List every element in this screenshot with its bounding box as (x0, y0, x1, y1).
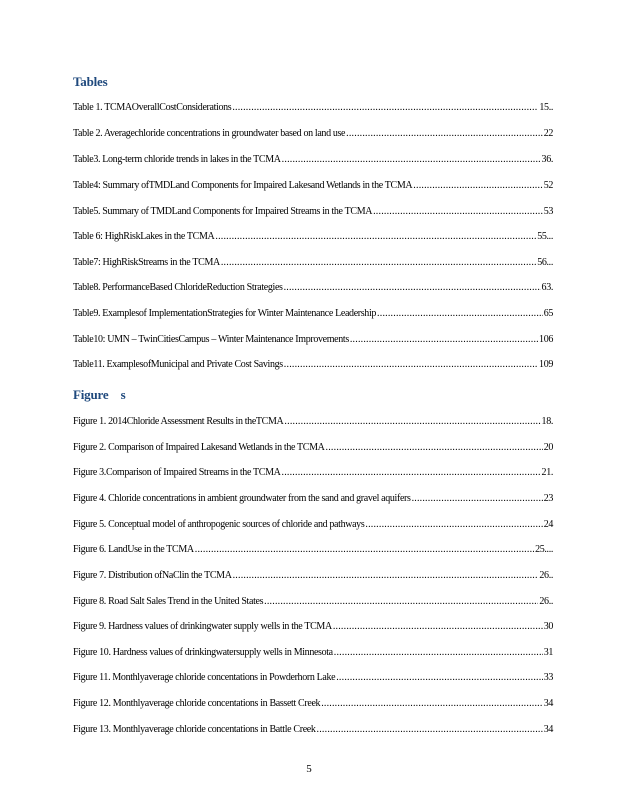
entry-page: 24 (543, 519, 553, 530)
table-entry (73, 280, 553, 294)
entry-page: 106 (539, 334, 553, 345)
figure-entry (73, 517, 553, 531)
entry-page: 55... (537, 231, 553, 242)
figure-entry (73, 440, 553, 454)
table-entry (73, 204, 553, 218)
entry-page: 21. (541, 467, 553, 478)
entry-page: 34 (543, 724, 553, 735)
dot-leader (282, 153, 541, 166)
entry-page: 53 (543, 206, 553, 217)
entry-label: Figure 1. 2014Chloride Assessment Results in theTCMA (73, 416, 284, 427)
entry-page: 22 (543, 128, 553, 139)
figure-entry (73, 696, 553, 710)
entry-label: Figure 8. Road Salt Sales Trend in the United States (73, 596, 264, 607)
dot-leader (221, 256, 536, 269)
entry-label: Table 2. Averagechloride concentrations in groundwater based on land use (73, 128, 346, 139)
dot-leader (317, 723, 543, 736)
entry-label: Figure 6. LandUse in the TCMA (73, 544, 194, 555)
dot-leader (326, 441, 543, 454)
table-entry (73, 126, 553, 140)
table-entry (73, 178, 553, 192)
dot-leader (232, 101, 538, 114)
entry-label: Figure 2. Comparison of Impaired Lakesand Wetlands in the TCMA (73, 442, 325, 453)
entry-page: 56... (537, 257, 553, 268)
dot-leader (333, 620, 543, 633)
dot-leader (282, 466, 541, 479)
entry-label: Table3. Long-term chloride trends in lakes in the TCMA (73, 154, 281, 165)
entry-label: Table11. ExamplesofMunicipal and Private Cost Savings (73, 359, 283, 370)
entry-page: 26.. (539, 570, 553, 581)
entry-label: Table 6: HighRiskLakes in the TCMA (73, 231, 215, 242)
entry-label: Table7: HighRiskStreams in the TCMA (73, 257, 220, 268)
page-number: 5 (306, 763, 312, 775)
entry-page: 65 (543, 308, 553, 319)
figure-entry (73, 594, 553, 608)
entry-label: Table 1. TCMAOverallCostConsiderations (73, 102, 232, 113)
table-entry (73, 357, 553, 371)
entry-label: Table8. PerformanceBased ChlorideReduction Strategies (73, 282, 283, 293)
entry-label: Figure 4. Chloride concentrations in ambient groundwater from the sand and gravel aquifers (73, 493, 411, 504)
dot-leader (334, 646, 543, 659)
entry-page: 26.. (539, 596, 553, 607)
entry-label: Table5. Summary of TMDLand Components for Impaired Streams in the TCMA (73, 206, 373, 217)
figure-entry (73, 670, 553, 684)
dot-leader (215, 230, 536, 243)
dot-leader (346, 127, 543, 140)
figures-heading: Figure s (73, 387, 126, 402)
figure-entry (73, 465, 553, 479)
entry-page: 34 (543, 698, 553, 709)
dot-leader (412, 492, 543, 505)
dot-leader (233, 569, 539, 582)
entry-label: Table9. Examplesof ImplementationStrategies for Winter Maintenance Leadership (73, 308, 377, 319)
entry-page: 18. (541, 416, 553, 427)
entry-label: Figure 13. Monthlyaverage chloride concentations in Battle Creek (73, 724, 316, 735)
table-entry (73, 306, 553, 320)
entry-label: Figure 11. Monthlyaverage chloride concentations in Powderhorn Lake (73, 672, 336, 683)
entry-page: 63. (541, 282, 553, 293)
figure-entry (73, 491, 553, 505)
dot-leader (377, 307, 543, 320)
table-entry (73, 332, 553, 346)
figure-entry (73, 645, 553, 659)
entry-page: 25.... (535, 544, 553, 555)
dot-leader (350, 333, 538, 346)
entry-page: 109 (539, 359, 553, 370)
dot-leader (284, 415, 540, 428)
entry-page: 23 (543, 493, 553, 504)
entry-label: Figure 12. Monthlyaverage chloride concentations in Bassett Creek (73, 698, 321, 709)
dot-leader (321, 697, 543, 710)
dot-leader (365, 518, 542, 531)
entry-page: 36. (541, 154, 553, 165)
figure-entry (73, 568, 553, 582)
dot-leader (195, 543, 534, 556)
dot-leader (336, 671, 542, 684)
entry-label: Figure 5. Conceptual model of anthropogenic sources of chloride and pathways (73, 519, 365, 530)
table-entry (73, 100, 553, 114)
figure-entry (73, 542, 553, 556)
entry-label: Table10: UMN – TwinCitiesCampus – Winter Maintenance Improvements (73, 334, 349, 345)
entry-label: Figure 3.Comparison of Impaired Streams in the TCMA (73, 467, 281, 478)
dot-leader (413, 179, 542, 192)
entry-page: 31 (543, 647, 553, 658)
entry-page: 15.. (539, 102, 553, 113)
entry-page: 30 (543, 621, 553, 632)
dot-leader (284, 358, 538, 371)
entry-page: 33 (543, 672, 553, 683)
table-entry (73, 229, 553, 243)
entry-page: 20 (543, 442, 553, 453)
entry-label: Table4: Summary ofTMDLand Components for Impaired Lakesand Wetlands in the TCMA (73, 180, 413, 191)
table-entry (73, 255, 553, 269)
entry-label: Figure 9. Hardness values of drinkingwater supply wells in the TCMA (73, 621, 332, 632)
entry-page: 52 (543, 180, 553, 191)
dot-leader (284, 281, 541, 294)
dot-leader (373, 205, 543, 218)
figure-entry (73, 414, 553, 428)
entry-label: Figure 10. Hardness values of drinkingwatersupply wells in Minnesota (73, 647, 333, 658)
figure-entry (73, 722, 553, 736)
tables-heading: Tables (73, 74, 108, 89)
entry-label: Figure 7. Distribution ofNaClin the TCMA (73, 570, 232, 581)
dot-leader (264, 595, 538, 608)
figure-entry (73, 619, 553, 633)
table-entry (73, 152, 553, 166)
